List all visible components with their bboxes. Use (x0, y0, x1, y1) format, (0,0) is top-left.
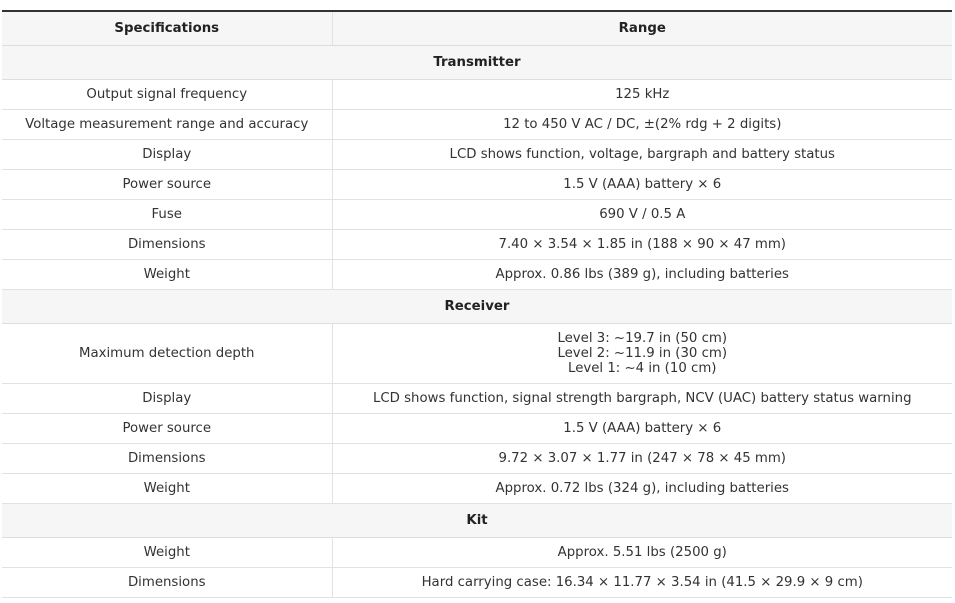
header-range: Range (332, 11, 952, 46)
spec-label: Power source (2, 414, 332, 444)
spec-value: 9.72 × 3.07 × 1.77 in (247 × 78 × 45 mm) (332, 444, 952, 474)
spec-label: Dimensions (2, 444, 332, 474)
table-row (2, 324, 952, 384)
spec-table-container (2, 10, 952, 598)
spec-label: Fuse (2, 200, 332, 230)
spec-table (2, 10, 952, 598)
spec-table-body (2, 46, 952, 598)
section-title: Receiver (2, 290, 952, 324)
spec-value: Approx. 5.51 lbs (2500 g) (332, 538, 952, 568)
header-row (2, 11, 952, 46)
table-row (2, 444, 952, 474)
table-row (2, 260, 952, 290)
spec-label: Maximum detection depth (2, 324, 332, 384)
spec-value-multiline (332, 324, 952, 384)
spec-label: Voltage measurement range and accuracy (2, 110, 332, 140)
section-row-kit (2, 504, 952, 538)
spec-label: Dimensions (2, 230, 332, 260)
spec-value: Approx. 0.72 lbs (324 g), including batteries (332, 474, 952, 504)
table-row (2, 414, 952, 444)
spec-value: LCD shows function, voltage, bargraph and battery status (332, 140, 952, 170)
table-row (2, 140, 952, 170)
header-specifications: Specifications (2, 11, 332, 46)
table-row (2, 474, 952, 504)
table-row (2, 538, 952, 568)
spec-value: Approx. 0.86 lbs (389 g), including batteries (332, 260, 952, 290)
spec-value: LCD shows function, signal strength bargraph, NCV (UAC) battery status warning (332, 384, 952, 414)
spec-label: Weight (2, 260, 332, 290)
table-row (2, 170, 952, 200)
spec-value: 125 kHz (332, 80, 952, 110)
spec-value: Hard carrying case: 16.34 × 11.77 × 3.54 in (41.5 × 29.9 × 9 cm) (332, 568, 952, 598)
spec-label: Display (2, 384, 332, 414)
spec-value: 1.5 V (AAA) battery × 6 (332, 170, 952, 200)
table-row (2, 80, 952, 110)
spec-label: Weight (2, 538, 332, 568)
table-row (2, 200, 952, 230)
spec-value: 12 to 450 V AC / DC, ±(2% rdg + 2 digits) (332, 110, 952, 140)
table-row (2, 384, 952, 414)
table-row (2, 568, 952, 598)
spec-label: Dimensions (2, 568, 332, 598)
spec-label: Weight (2, 474, 332, 504)
spec-table-header (2, 11, 952, 46)
section-title: Kit (2, 504, 952, 538)
section-row-transmitter (2, 46, 952, 80)
detection-depth-level-3: Level 3: ~19.7 in (50 cm) (557, 331, 728, 346)
detection-depth-level-2: Level 2: ~11.9 in (30 cm) (557, 346, 728, 361)
section-row-receiver (2, 290, 952, 324)
spec-label: Display (2, 140, 332, 170)
spec-label: Output signal frequency (2, 80, 332, 110)
spec-value: 690 V / 0.5 A (332, 200, 952, 230)
spec-value: 1.5 V (AAA) battery × 6 (332, 414, 952, 444)
table-row (2, 110, 952, 140)
detection-depth-level-1: Level 1: ~4 in (10 cm) (568, 361, 717, 376)
spec-label: Power source (2, 170, 332, 200)
table-row (2, 230, 952, 260)
section-title: Transmitter (2, 46, 952, 80)
spec-value: 7.40 × 3.54 × 1.85 in (188 × 90 × 47 mm) (332, 230, 952, 260)
